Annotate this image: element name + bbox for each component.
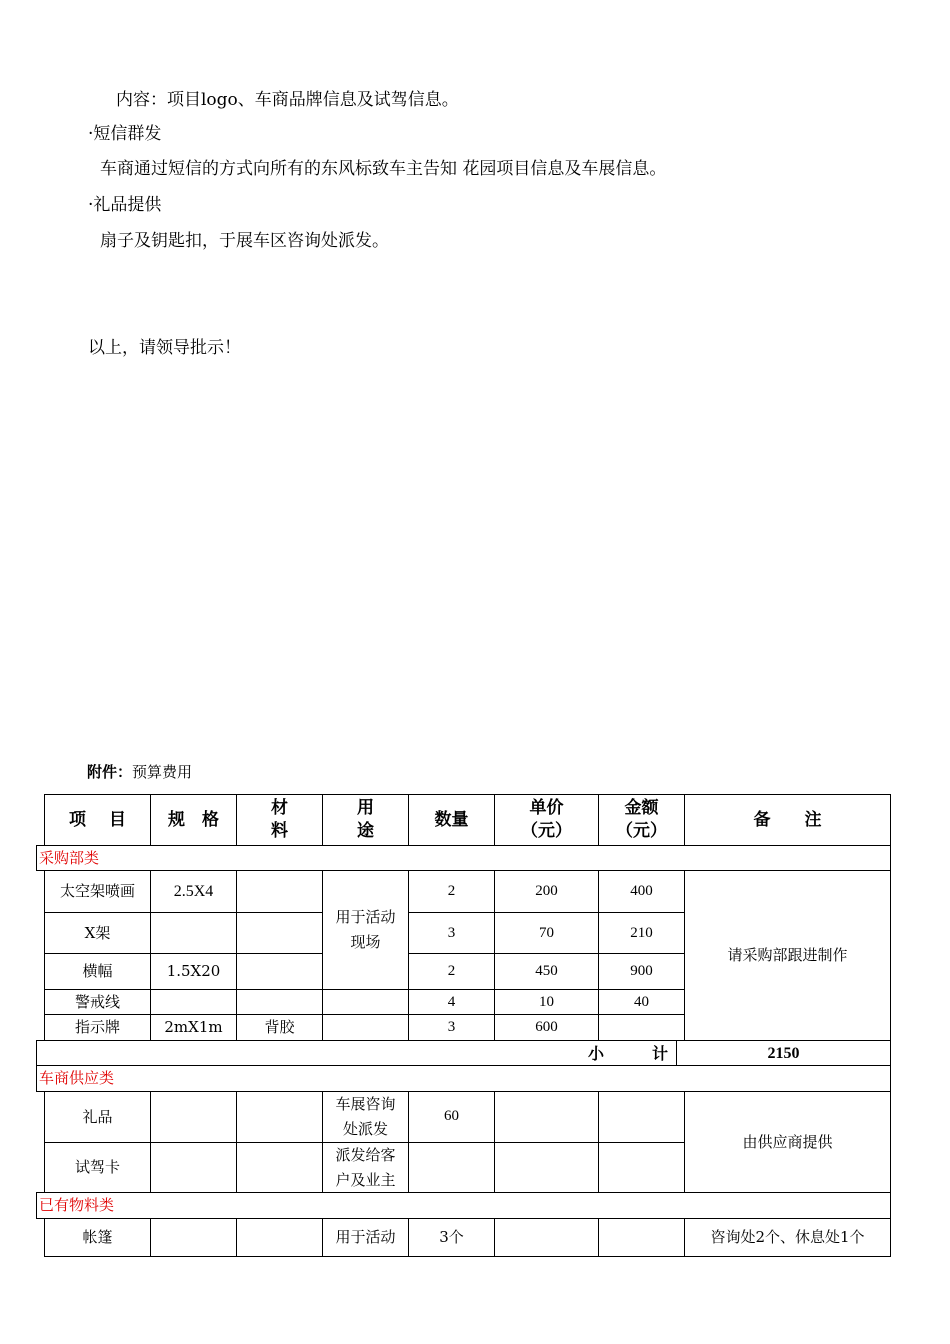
content-line: 内容：项目logo、车商品牌信息及试驾信息。 [116, 90, 459, 110]
row4-material [236, 989, 323, 1015]
tent-usage: 用于活动 [322, 1218, 409, 1257]
testdrive-qty [408, 1142, 495, 1193]
row5-unit-price: 600 [494, 1014, 599, 1041]
row2-spec [150, 912, 237, 954]
header-spec: 规 格 [150, 794, 237, 846]
row5-amount [598, 1014, 685, 1041]
header-amount: 金额 （元） [598, 794, 685, 846]
row2-qty: 3 [408, 912, 495, 954]
gift-usage: 车展咨询 处派发 [322, 1091, 409, 1143]
row5-qty: 3 [408, 1014, 495, 1041]
gift-amount [598, 1091, 685, 1143]
row2-amount: 210 [598, 912, 685, 954]
header-unit-price: 单价 （元） [494, 794, 599, 846]
row1-qty: 2 [408, 870, 495, 913]
gift-qty: 60 [408, 1091, 495, 1143]
testdrive-amount [598, 1142, 685, 1193]
tent-amount [598, 1218, 685, 1257]
row4-usage-blank [322, 989, 409, 1015]
header-note: 备 注 [684, 794, 891, 846]
gift-material [236, 1091, 323, 1143]
testdrive-item: 试驾卡 [44, 1142, 151, 1193]
header-material: 材 料 [236, 794, 323, 846]
row4-spec [150, 989, 237, 1015]
sms-description: 车商通过短信的方式向所有的东风标致车主告知 花园项目信息及车展信息。 [100, 159, 667, 179]
row3-spec: 1.5X20 [150, 953, 237, 990]
section-existing-title: 已有物料类 [36, 1192, 891, 1219]
bullet-gift: ·礼品提供 [88, 195, 162, 215]
attachment-label: 附件： [87, 763, 133, 781]
subtotal-label: 小 计 [36, 1040, 677, 1066]
row3-qty: 2 [408, 953, 495, 990]
row5-material: 背胶 [236, 1014, 323, 1041]
subtotal-value: 2150 [676, 1040, 891, 1066]
header-qty: 数量 [408, 794, 495, 846]
row5-usage-blank [322, 1014, 409, 1041]
section1-note: 请采购部跟进制作 [684, 870, 891, 1041]
testdrive-unit-price [494, 1142, 599, 1193]
gift-item: 礼品 [44, 1091, 151, 1143]
row4-amount: 40 [598, 989, 685, 1015]
row2-material [236, 912, 323, 954]
gift-description: 扇子及钥匙扣，于展车区咨询处派发。 [100, 231, 389, 251]
header-item: 项 目 [44, 794, 151, 846]
row1-spec: 2.5X4 [150, 870, 237, 913]
testdrive-spec [150, 1142, 237, 1193]
row4-unit-price: 10 [494, 989, 599, 1015]
row1-item: 太空架喷画 [44, 870, 151, 913]
tent-material [236, 1218, 323, 1257]
row4-qty: 4 [408, 989, 495, 1015]
section-dealer-title: 车商供应类 [36, 1065, 891, 1092]
row3-unit-price: 450 [494, 953, 599, 990]
row2-unit-price: 70 [494, 912, 599, 954]
tent-item: 帐篷 [44, 1218, 151, 1257]
row1-material [236, 870, 323, 913]
row3-material [236, 953, 323, 990]
row4-item: 警戒线 [44, 989, 151, 1015]
row3-amount: 900 [598, 953, 685, 990]
row1-amount: 400 [598, 870, 685, 913]
gift-unit-price [494, 1091, 599, 1143]
testdrive-usage: 派发给客 户及业主 [322, 1142, 409, 1193]
gift-spec [150, 1091, 237, 1143]
section2-note: 由供应商提供 [684, 1091, 891, 1193]
testdrive-material [236, 1142, 323, 1193]
section-purchase-title: 采购部类 [36, 845, 891, 871]
row5-item: 指示牌 [44, 1014, 151, 1041]
attachment-title [87, 762, 192, 782]
section1-usage: 用于活动 现场 [322, 870, 409, 990]
bullet-sms: ·短信群发 [88, 124, 162, 144]
row3-item: 横幅 [44, 953, 151, 990]
row1-unit-price: 200 [494, 870, 599, 913]
tent-note: 咨询处2个、休息处1个 [684, 1218, 891, 1257]
tent-spec [150, 1218, 237, 1257]
row2-item: X架 [44, 912, 151, 954]
closing-line: 以上，请领导批示！ [88, 338, 241, 358]
attachment-name: 预算费用 [132, 763, 193, 781]
header-usage: 用 途 [322, 794, 409, 846]
row5-spec: 2mX1m [150, 1014, 237, 1041]
tent-unit-price [494, 1218, 599, 1257]
tent-qty: 3个 [408, 1218, 495, 1257]
